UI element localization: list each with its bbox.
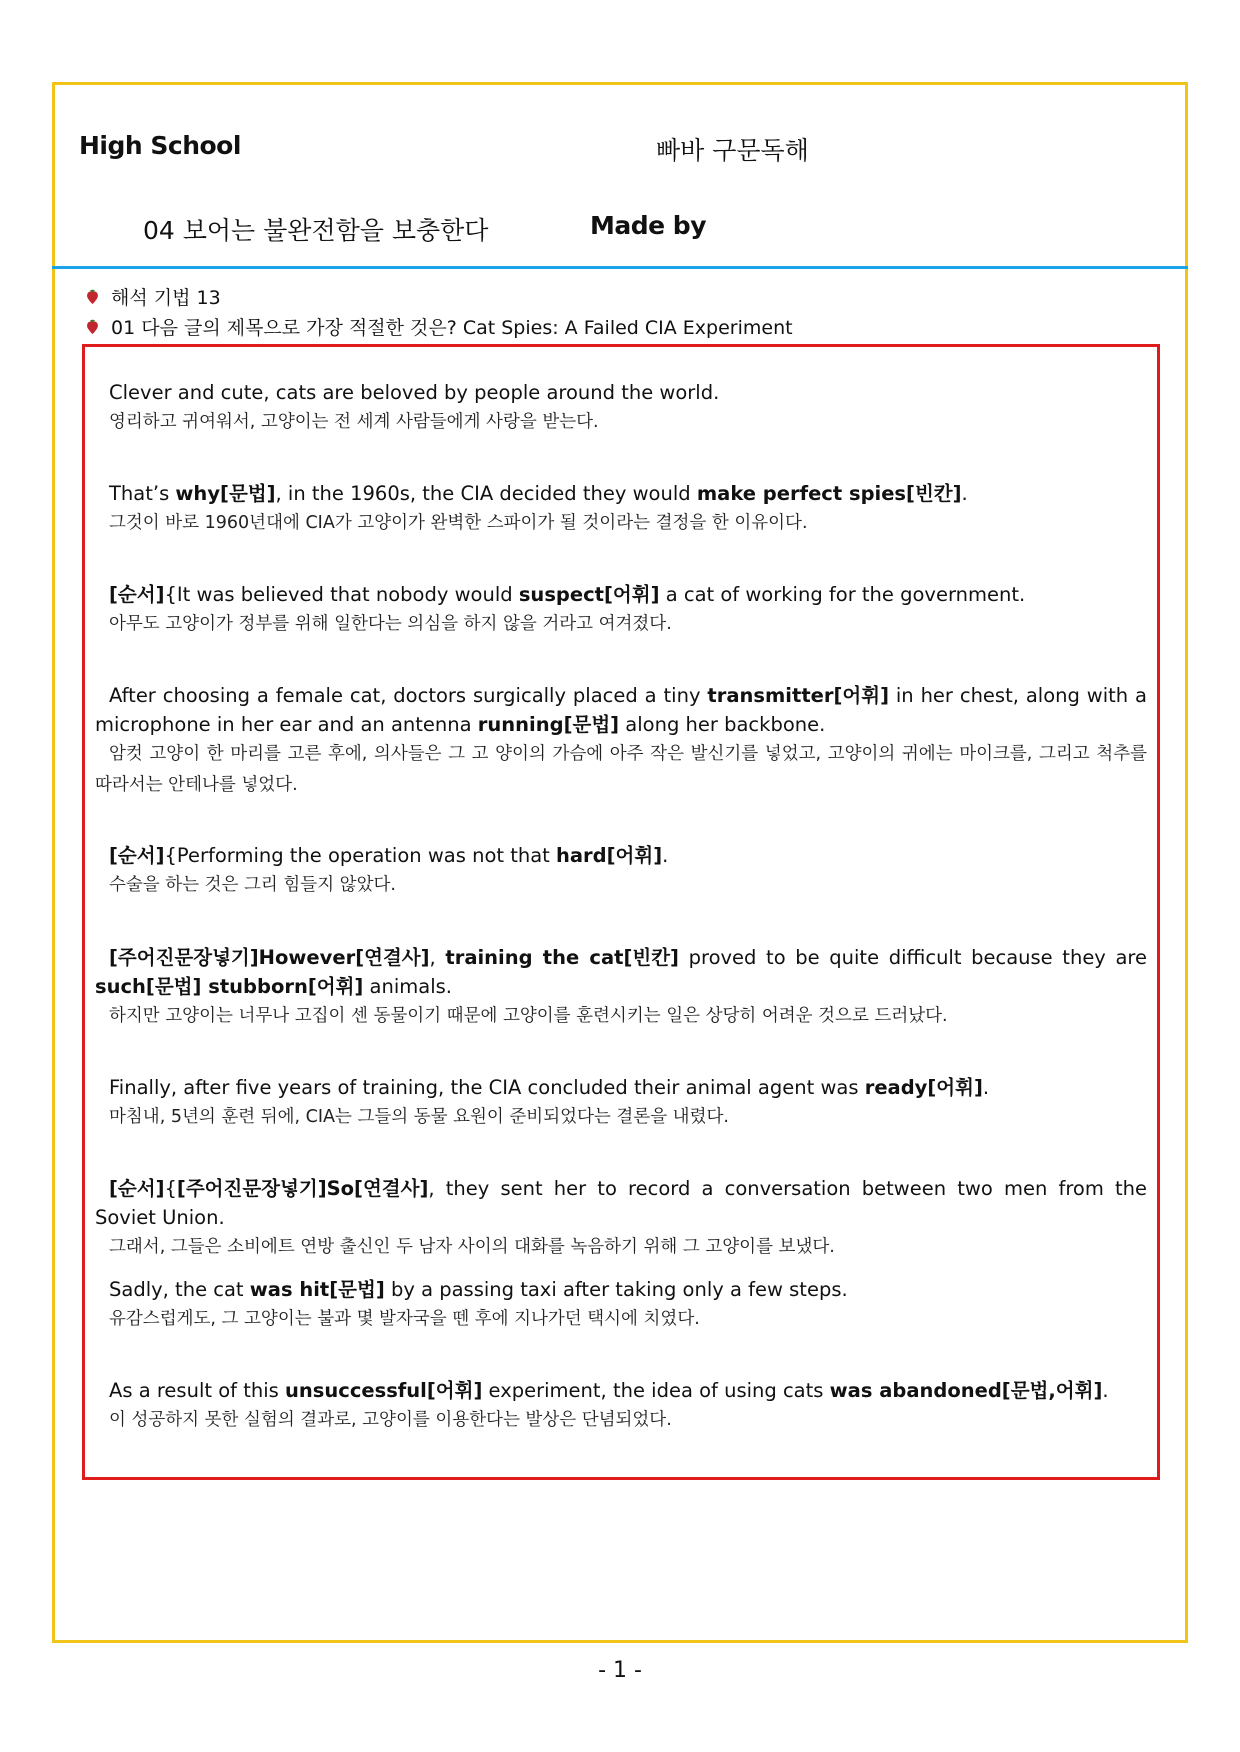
sentence-5 xyxy=(95,841,1147,901)
strawberry-icon xyxy=(84,288,101,305)
sentence-8 xyxy=(95,1174,1147,1263)
highlighted-term: hard[어휘] xyxy=(556,844,663,867)
highlighted-term: was abandoned[문법,어휘] xyxy=(829,1379,1103,1402)
sentence-7 xyxy=(95,1073,1147,1133)
english-line xyxy=(95,1275,1147,1304)
sentence-text: Clever and cute, cats are beloved by people around the world. xyxy=(109,381,720,404)
sentence-text: Finally, after five years of training, the CIA concluded their animal agent was xyxy=(109,1076,865,1099)
korean-line: 그래서, 그들은 소비에트 연방 출신인 두 남자 사이의 대화를 녹음하기 위해 그 고양이를 보냈다. xyxy=(109,1237,835,1257)
highlighted-term: [순서] xyxy=(109,1177,165,1200)
sentence-text: experiment, the idea of using cats xyxy=(482,1379,830,1402)
sentence-text: {It was believed that nobody would xyxy=(164,583,519,606)
made-by: Made by xyxy=(590,211,706,240)
highlighted-term: [순서] xyxy=(109,844,165,867)
highlighted-term: was hit[문법] xyxy=(249,1278,385,1301)
highlighted-term: why[문법] xyxy=(175,482,276,505)
sentence-text: { xyxy=(164,1177,177,1200)
question-line xyxy=(84,313,793,340)
korean-line: 마침내, 5년의 훈련 뒤에, CIA는 그들의 동물 요원이 준비되었다는 결론을 내렸다. xyxy=(109,1107,729,1127)
highlighted-term: [주어진문장넣기]However[연결사] xyxy=(109,946,430,969)
highlighted-term: [주어진문장넣기]So[연결사] xyxy=(176,1177,429,1200)
passage-box xyxy=(82,344,1160,1480)
korean-line: 유감스럽게도, 그 고양이는 불과 몇 발자국을 뗀 후에 지나가던 택시에 치였다. xyxy=(109,1309,700,1329)
highlighted-term: running[문법] xyxy=(477,713,620,736)
korean-line: 하지만 고양이는 너무나 고집이 센 동물이기 때문에 고양이를 훈련시키는 일은 상당히 어려운 것으로 드러났다. xyxy=(109,1006,948,1026)
technique-line xyxy=(84,283,221,310)
korean-line: 아무도 고양이가 정부를 위해 일한다는 의심을 하지 않을 거라고 여겨졌다. xyxy=(109,614,672,634)
sentence-text: in her chest, along with a microphone in her ear and an antenna xyxy=(95,684,1148,736)
korean-line: 이 성공하지 못한 실험의 결과로, 고양이를 이용한다는 발상은 단념되었다. xyxy=(109,1410,672,1430)
sentence-6 xyxy=(95,943,1147,1032)
sentence-text: a cat of working for the government. xyxy=(659,583,1026,606)
english-line xyxy=(95,580,1147,609)
sentence-4 xyxy=(95,681,1147,801)
technique-label: 해석 기법 13 xyxy=(111,287,221,309)
header-left: High School xyxy=(79,131,241,160)
sentence-text: proved to be quite difficult because they are xyxy=(678,946,1148,969)
sentence-10 xyxy=(95,1376,1147,1436)
page-number: - 1 - xyxy=(598,1658,642,1683)
sentence-text: After choosing a female cat, doctors surgically placed a tiny xyxy=(109,684,708,707)
sentence-2 xyxy=(95,479,1147,539)
header-divider xyxy=(52,266,1188,269)
sentence-text: As a result of this xyxy=(109,1379,285,1402)
question-label: 01 다음 글의 제목으로 가장 적절한 것은? Cat Spies: A Failed CIA Experiment xyxy=(111,317,793,339)
highlighted-term: transmitter[어휘] xyxy=(707,684,889,707)
highlighted-term: make perfect spies[빈칸] xyxy=(696,482,962,505)
korean-line: 암컷 고양이 한 마리를 고른 후에, 의사들은 그 고 양이의 가슴에 아주 작은 발신기를 넣었고, 고양이의 귀에는 마이크를, 그리고 척추를 따라서는 안테나를 넣었다. xyxy=(95,744,1147,795)
sentence-text: . xyxy=(1102,1379,1109,1402)
sentence-9 xyxy=(95,1275,1147,1335)
english-line xyxy=(95,1073,1147,1102)
english-line xyxy=(95,841,1147,870)
english-line xyxy=(95,378,1147,407)
strawberry-icon xyxy=(84,318,101,335)
highlighted-term: unsuccessful[어휘] xyxy=(285,1379,483,1402)
english-line xyxy=(95,1174,1147,1232)
sentence-text: , they sent her to record a conversation between two men from the Soviet Union. xyxy=(95,1177,1147,1229)
english-line xyxy=(95,479,1147,508)
highlighted-term: suspect[어휘] xyxy=(518,583,660,606)
highlighted-term: such[문법] stubborn[어휘] xyxy=(95,975,364,998)
sentence-text: , xyxy=(429,946,446,969)
sentence-text: {Performing the operation was not that xyxy=(164,844,557,867)
sentence-text: animals. xyxy=(363,975,452,998)
sentence-text: , in the 1960s, the CIA decided they would xyxy=(275,482,697,505)
sentence-text: along her backbone. xyxy=(619,713,826,736)
english-line xyxy=(95,1376,1147,1405)
highlighted-term: training the cat[빈칸] xyxy=(445,946,679,969)
highlighted-term: [순서] xyxy=(109,583,165,606)
sentence-text: by a passing taxi after taking only a few steps. xyxy=(384,1278,848,1301)
sentence-text: That’s xyxy=(109,482,176,505)
korean-line: 그것이 바로 1960년대에 CIA가 고양이가 완벽한 스파이가 될 것이라는 결정을 한 이유이다. xyxy=(109,513,808,533)
header-right: 빠바 구문독해 xyxy=(656,136,809,165)
korean-line: 수술을 하는 것은 그리 힘들지 않았다. xyxy=(109,875,396,895)
sentence-3 xyxy=(95,580,1147,640)
sentence-text: Sadly, the cat xyxy=(109,1278,250,1301)
english-line xyxy=(95,943,1147,1001)
english-line xyxy=(95,681,1147,739)
korean-line: 영리하고 귀여워서, 고양이는 전 세계 사람들에게 사랑을 받는다. xyxy=(109,412,599,432)
highlighted-term: ready[어휘] xyxy=(864,1076,983,1099)
sentence-text: . xyxy=(662,844,669,867)
lesson-title: 04 보어는 불완전함을 보충한다 xyxy=(143,216,489,245)
sentence-1 xyxy=(95,378,1147,438)
sentence-text: . xyxy=(961,482,968,505)
sentence-text: . xyxy=(982,1076,990,1099)
